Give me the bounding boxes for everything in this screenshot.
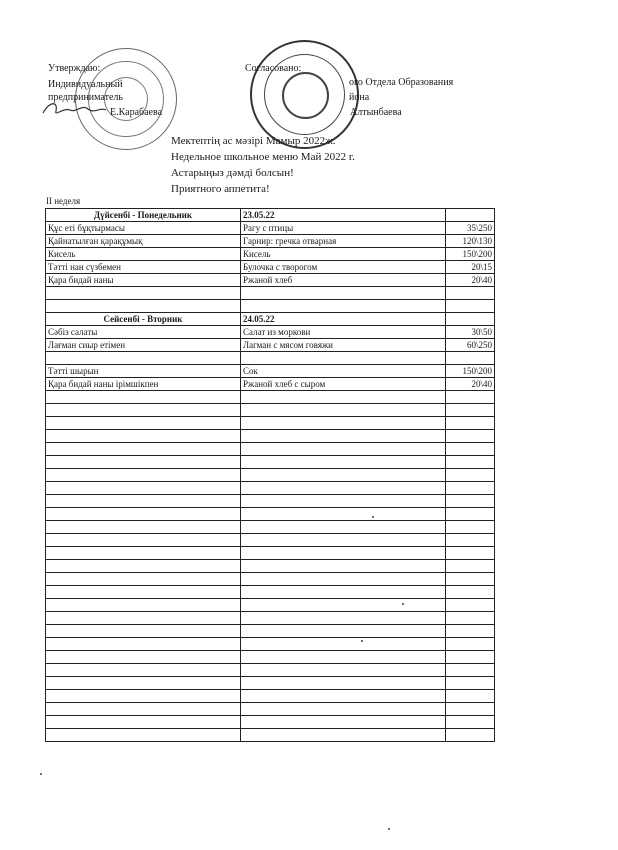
empty-row bbox=[46, 612, 495, 625]
table-row bbox=[46, 352, 495, 365]
dish-portion: 35\250 bbox=[446, 222, 495, 235]
wish-kz: Астарыңыз дәмді болсын! bbox=[171, 167, 294, 179]
dish-portion: 20\15 bbox=[446, 261, 495, 274]
approve-label: Утверждаю: bbox=[48, 63, 101, 74]
dish-ru: Сок bbox=[241, 365, 446, 378]
empty-row bbox=[46, 521, 495, 534]
empty-row bbox=[46, 690, 495, 703]
agreed-label: Согласовано: bbox=[245, 63, 302, 74]
day-name: Дүйсенбі - Понедельник bbox=[46, 209, 241, 222]
dish-ru: Ржаной хлеб bbox=[241, 274, 446, 287]
table-row bbox=[46, 378, 495, 391]
table-row bbox=[46, 222, 495, 235]
dish-kz: Тәтті шырын bbox=[46, 365, 241, 378]
dish-portion: 120\130 bbox=[446, 235, 495, 248]
dish-ru: Булочка с творогом bbox=[241, 261, 446, 274]
dish-kz: Қайнатылған қарақұмық bbox=[46, 235, 241, 248]
scan-speck bbox=[372, 516, 374, 518]
dish-portion: 30\50 bbox=[446, 326, 495, 339]
empty-row bbox=[46, 599, 495, 612]
empty-row bbox=[46, 664, 495, 677]
table-row bbox=[46, 274, 495, 287]
table-row bbox=[46, 248, 495, 261]
dish-portion bbox=[446, 352, 495, 365]
dish-portion: 20\40 bbox=[446, 274, 495, 287]
empty-row bbox=[46, 287, 495, 300]
empty-row bbox=[46, 703, 495, 716]
wish-ru: Приятного аппетита! bbox=[171, 183, 270, 195]
scan-speck bbox=[40, 773, 42, 775]
dish-ru: Гарнир: гречка отварная bbox=[241, 235, 446, 248]
dish-ru: Ржаной хлеб с сыром bbox=[241, 378, 446, 391]
dish-kz: Тәтті нан сүзбемен bbox=[46, 261, 241, 274]
dish-portion: 60\250 bbox=[446, 339, 495, 352]
empty-row bbox=[46, 638, 495, 651]
empty-row bbox=[46, 391, 495, 404]
day-date: 23.05.22 bbox=[241, 209, 446, 222]
dish-ru: Салат из моркови bbox=[241, 326, 446, 339]
dish-ru: Рагу с птицы bbox=[241, 222, 446, 235]
dish-portion: 150\200 bbox=[446, 248, 495, 261]
dish-portion: 20\40 bbox=[446, 378, 495, 391]
dish-kz: Сәбіз салаты bbox=[46, 326, 241, 339]
approve-role-2: предприниматель bbox=[48, 92, 123, 103]
empty-row bbox=[46, 651, 495, 664]
empty-rows bbox=[46, 391, 495, 742]
empty-row bbox=[46, 677, 495, 690]
table-row bbox=[46, 326, 495, 339]
empty-row bbox=[46, 482, 495, 495]
menu-title-kz: Мектептің ас мәзірі Мамыр 2022ж. bbox=[171, 135, 336, 147]
agreed-role-2: йона bbox=[349, 92, 370, 103]
menu-title-ru: Недельное школьное меню Май 2022 г. bbox=[171, 151, 355, 163]
empty-row bbox=[46, 573, 495, 586]
menu-table bbox=[45, 208, 495, 742]
dish-ru: Лагман с мясом говяжи bbox=[241, 339, 446, 352]
scan-speck bbox=[361, 640, 363, 642]
dish-ru: Кисель bbox=[241, 248, 446, 261]
dish-kz: Лағман сиыр етімен bbox=[46, 339, 241, 352]
empty-row bbox=[46, 443, 495, 456]
week-label: II неделя bbox=[46, 196, 81, 206]
agreed-signature-name: Алтынбаева bbox=[350, 107, 402, 118]
scan-speck bbox=[388, 828, 390, 830]
table-row bbox=[46, 235, 495, 248]
empty-row bbox=[46, 469, 495, 482]
day-header-row bbox=[46, 209, 495, 222]
day-header-row bbox=[46, 313, 495, 326]
empty-row bbox=[46, 404, 495, 417]
dish-ru bbox=[241, 352, 446, 365]
empty-row bbox=[46, 508, 495, 521]
table-row bbox=[46, 365, 495, 378]
scan-speck bbox=[402, 603, 404, 605]
day-date: 24.05.22 bbox=[241, 313, 446, 326]
dish-kz: Кисель bbox=[46, 248, 241, 261]
empty-row bbox=[46, 495, 495, 508]
agreed-role-1: ого Отдела Образования bbox=[349, 77, 454, 88]
empty-row bbox=[46, 456, 495, 469]
left-signature bbox=[40, 98, 110, 120]
empty-row bbox=[46, 534, 495, 547]
dish-kz: Қара бидай наны bbox=[46, 274, 241, 287]
approve-role-1: Индивидуальный bbox=[48, 79, 123, 90]
dish-portion: 150\200 bbox=[446, 365, 495, 378]
empty-row bbox=[46, 560, 495, 573]
table-row bbox=[46, 339, 495, 352]
empty-row bbox=[46, 625, 495, 638]
dish-kz bbox=[46, 352, 241, 365]
empty-row bbox=[46, 729, 495, 742]
dish-kz: Құс еті бұқтырмасы bbox=[46, 222, 241, 235]
empty-row bbox=[46, 430, 495, 443]
approve-signature-name: Е.Карабаева bbox=[110, 107, 163, 118]
empty-row bbox=[46, 586, 495, 599]
right-seal bbox=[250, 40, 359, 149]
table-row bbox=[46, 261, 495, 274]
empty-row bbox=[46, 716, 495, 729]
day-name: Сейсенбі - Вторник bbox=[46, 313, 241, 326]
dish-kz: Қара бидай наны ірімшікпен bbox=[46, 378, 241, 391]
empty-row bbox=[46, 417, 495, 430]
empty-row bbox=[46, 547, 495, 560]
empty-row bbox=[46, 300, 495, 313]
